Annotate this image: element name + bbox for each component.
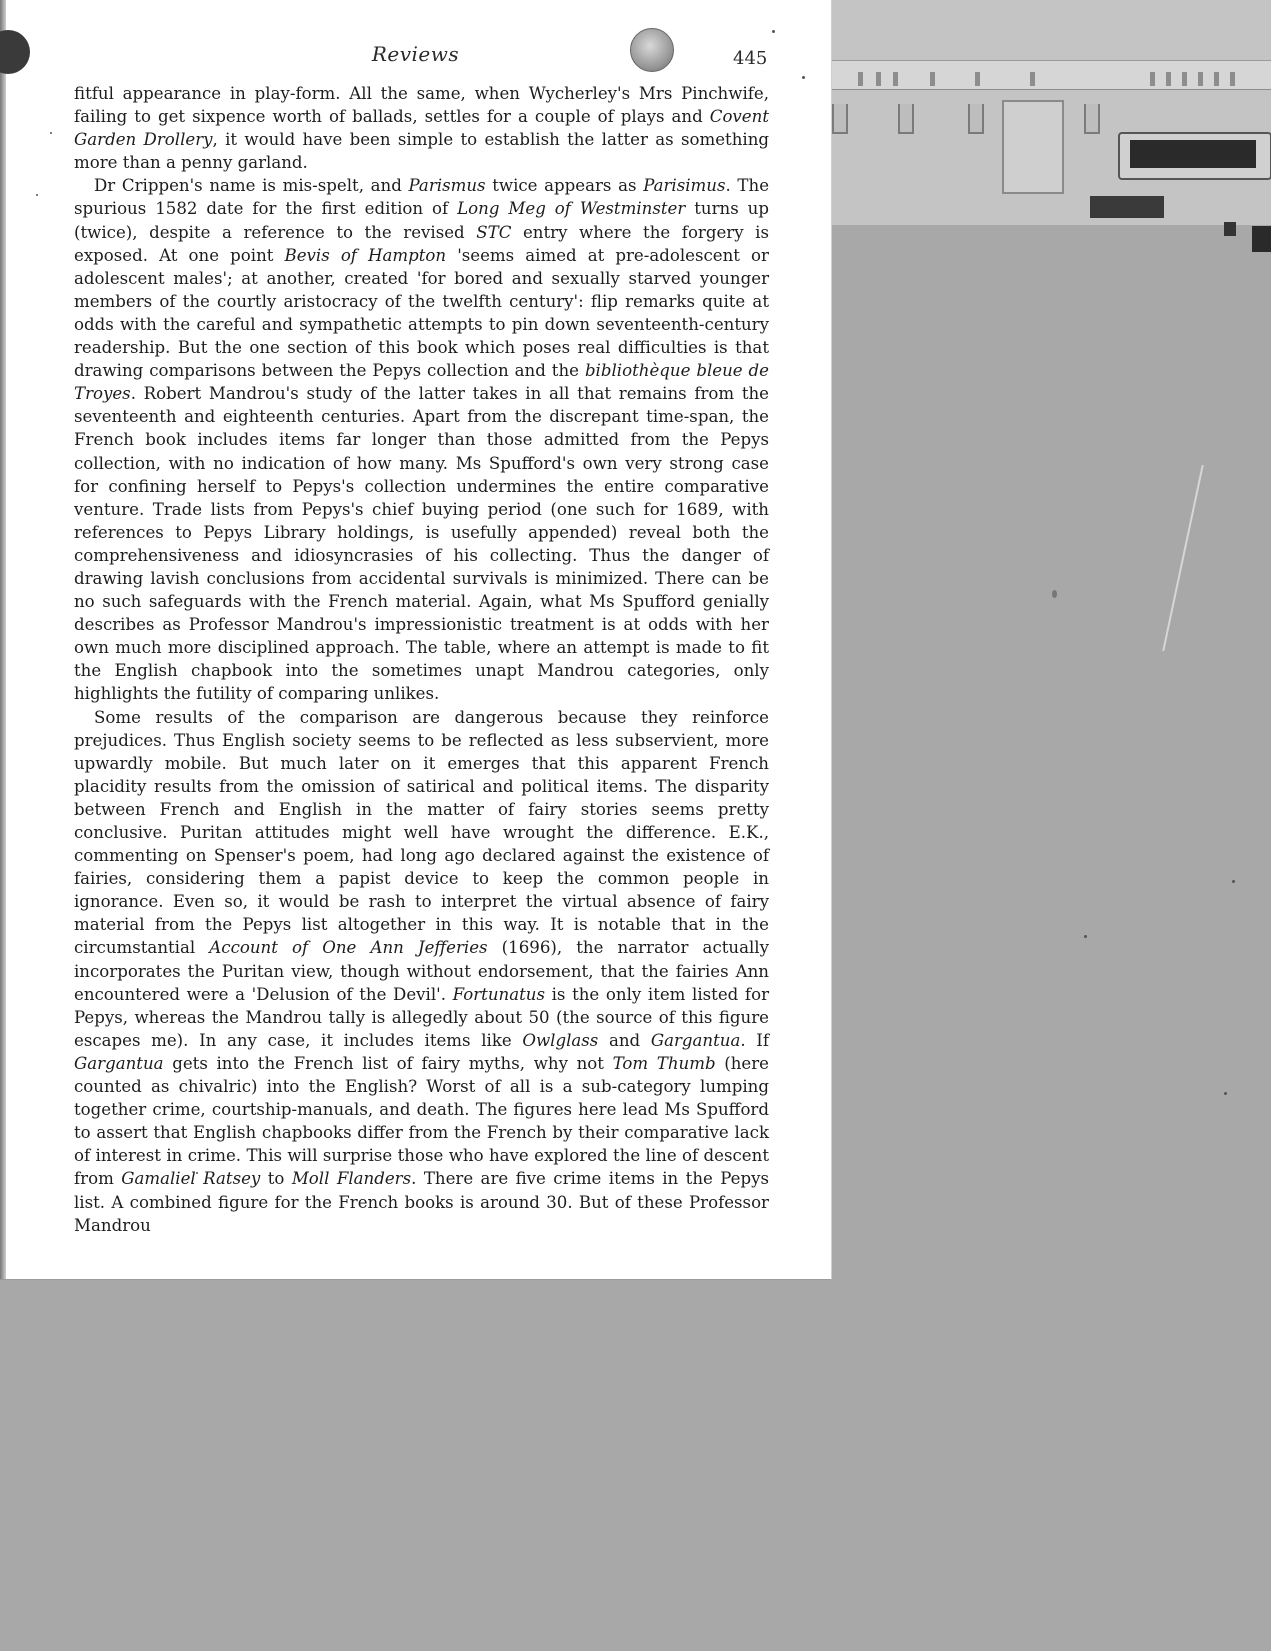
- rail-tick: [1214, 72, 1219, 86]
- lid-notch: [898, 104, 914, 134]
- italic-title: Owlglass: [522, 1030, 599, 1050]
- rail-tick: [876, 72, 881, 86]
- text-run: entry where the forgery is exposed. At one point: [74, 222, 770, 265]
- dust-speck: [1052, 590, 1057, 598]
- text-run: 'seems aimed at pre-adolescent or adolescent males'; at another, created 'for bored and sexually starved younger members of the courtly aristocracy of the twelfth century': flip remarks quite at odds with the careful and sympathetic attempts to pin down seventeenth-century readership. But the one section of this book which poses real difficulties is that drawing comparisons between the Pepys collection and the: [74, 245, 769, 381]
- italic-title: Fortunatus: [452, 984, 545, 1004]
- italic-title: Bevis of Hampton: [284, 245, 447, 265]
- rail-tick: [858, 72, 863, 86]
- dust-speck: [1224, 1092, 1227, 1095]
- text-run: gets into the French list of fairy myths, why not: [163, 1053, 613, 1073]
- rail-tick: [1150, 72, 1155, 86]
- lid-hinge: [1002, 100, 1064, 194]
- italic-title: Moll Flanders: [291, 1169, 412, 1189]
- dust-speck: [1084, 935, 1087, 938]
- lid-slot: [1090, 196, 1164, 218]
- lid-notch: [1084, 104, 1100, 134]
- dust-speck: [772, 30, 775, 33]
- text-run: . The spurious 1582 date for the first edition of: [74, 176, 770, 219]
- italic-title: Tom Thumb: [612, 1053, 716, 1073]
- lid-notch: [832, 104, 848, 134]
- text-run: is the only item listed for Pepys, whereas the Mandrou tally is allegedly about 50 (the source of this figure escapes me). In any case, it includes items like: [74, 984, 770, 1050]
- rail-tick: [1030, 72, 1035, 86]
- lid-connector-pins: [1130, 140, 1256, 168]
- italic-title: Covent Garden Drollery: [74, 107, 769, 150]
- paragraph: [74, 174, 769, 705]
- rail-tick: [1230, 72, 1235, 86]
- text-run: and: [598, 1030, 651, 1050]
- text-run: . Robert Mandrou's study of the latter takes in all that remains from the seventeenth and eighteenth centuries. Apart from the discrepant time-span, the French book includes items far longer than those admitted from the Pepys collection, with no indication of how many. Ms Spufford's own very strong case for confining herself to Pepys's collection undermines the entire comparative venture. Trade lists from Pepys's chief buying period (one such for 1689, with references to Pepys Library holdings, is usefully appended) reveal both the comprehensiveness and idiosyncrasies of his collecting. Thus the danger of drawing lavish conclusions from accidental survivals is minimized. There can be no such safeguards with the French material. Again, what Ms Spufford genially describes as Professor Mandrou's impressionistic treatment is at odds with her own much more disciplined approach. The table, where an attempt is made to fit the English chapbook into the sometimes unapt Mandrou categories, only highlights the futility of comparing unlikes.: [74, 384, 769, 704]
- lid-notch: [968, 104, 984, 134]
- dust-speck: [802, 76, 805, 79]
- page-number: 445: [733, 48, 768, 69]
- lid-slot: [1224, 222, 1236, 236]
- rail-tick: [930, 72, 935, 86]
- italic-title: bibliothèque bleue de Troyes: [74, 361, 769, 404]
- rail-tick: [1182, 72, 1187, 86]
- lid-slot: [1252, 226, 1271, 252]
- paragraph: [74, 82, 769, 174]
- running-head: Reviews: [371, 42, 460, 66]
- text-run: (here counted as chivalric) into the English? Worst of all is a sub-category lumping together crime, courtship-manuals, and death. The figures here lead Ms Spufford to assert that English chapbooks differ from the French by their comparative lack of interest in crime. This will surprise those who have explored the line of descent from: [74, 1053, 769, 1189]
- dust-speck: [50, 132, 52, 134]
- page-edge-shadow: [0, 0, 6, 1279]
- text-run: (1696), the narrator actually incorporates the Puritan view, though without endorsement, that the fairies Ann encountered were a 'Delusion of the Devil'.: [74, 938, 769, 1004]
- dust-speck: [36, 194, 38, 196]
- text-run: Dr Crippen's name is mis-spelt, and: [94, 176, 409, 196]
- text-run: . There are five crime items in the Pepys list. A combined figure for the French books is around 30. But of these Professor Mandrou: [74, 1169, 770, 1235]
- italic-title: Gargantua: [650, 1030, 741, 1050]
- text-run: fitful appearance in play-form. All the same, when Wycherley's Mrs Pinchwife, failing to get sixpence worth of ballads, settles for a couple of plays and: [74, 84, 769, 127]
- text-run: turns up (twice), despite a reference to the revised: [74, 199, 769, 242]
- rail-tick: [893, 72, 898, 86]
- dust-speck: [1232, 880, 1235, 883]
- italic-title: Account of One Ann Jefferies: [209, 938, 488, 958]
- text-run: to: [260, 1169, 292, 1189]
- italic-title: Gamaliel Ratsey: [121, 1169, 261, 1189]
- text-run: . If: [740, 1030, 769, 1050]
- italic-title: Parismus: [408, 176, 486, 196]
- italic-title: Parisimus: [643, 176, 726, 196]
- paragraph: [74, 706, 769, 1237]
- rail-tick: [1166, 72, 1171, 86]
- italic-title: Gargantua: [74, 1053, 164, 1073]
- italic-title: STC: [476, 222, 512, 242]
- text-run: Some results of the comparison are dangerous because they reinforce prejudices. Thus English society seems to be reflected as less subservient, more upwardly mobile. But much later on it emerges that this apparent French placidity results from the omission of satirical and political items. The disparity between French and English in the matter of fairy stories seems pretty conclusive. Puritan attitudes might well have wrought the difference. E.K., commenting on Spenser's poem, had long ago declared against the existence of fairies, considering them a papist device to keep the common people in ignorance. Even so, it would be rash to interpret the virtual absence of fairy material from the Pepys list altogether in this way. It is notable that in the circumstantial: [74, 707, 769, 958]
- review-body: [74, 82, 769, 1237]
- rail-tick: [1198, 72, 1203, 86]
- text-run: , it would have been simple to establish the latter as something more than a penny garland.: [74, 130, 770, 173]
- text-run: twice appears as: [485, 176, 644, 196]
- italic-title: Long Meg of Westminster: [457, 199, 686, 219]
- rail-tick: [975, 72, 980, 86]
